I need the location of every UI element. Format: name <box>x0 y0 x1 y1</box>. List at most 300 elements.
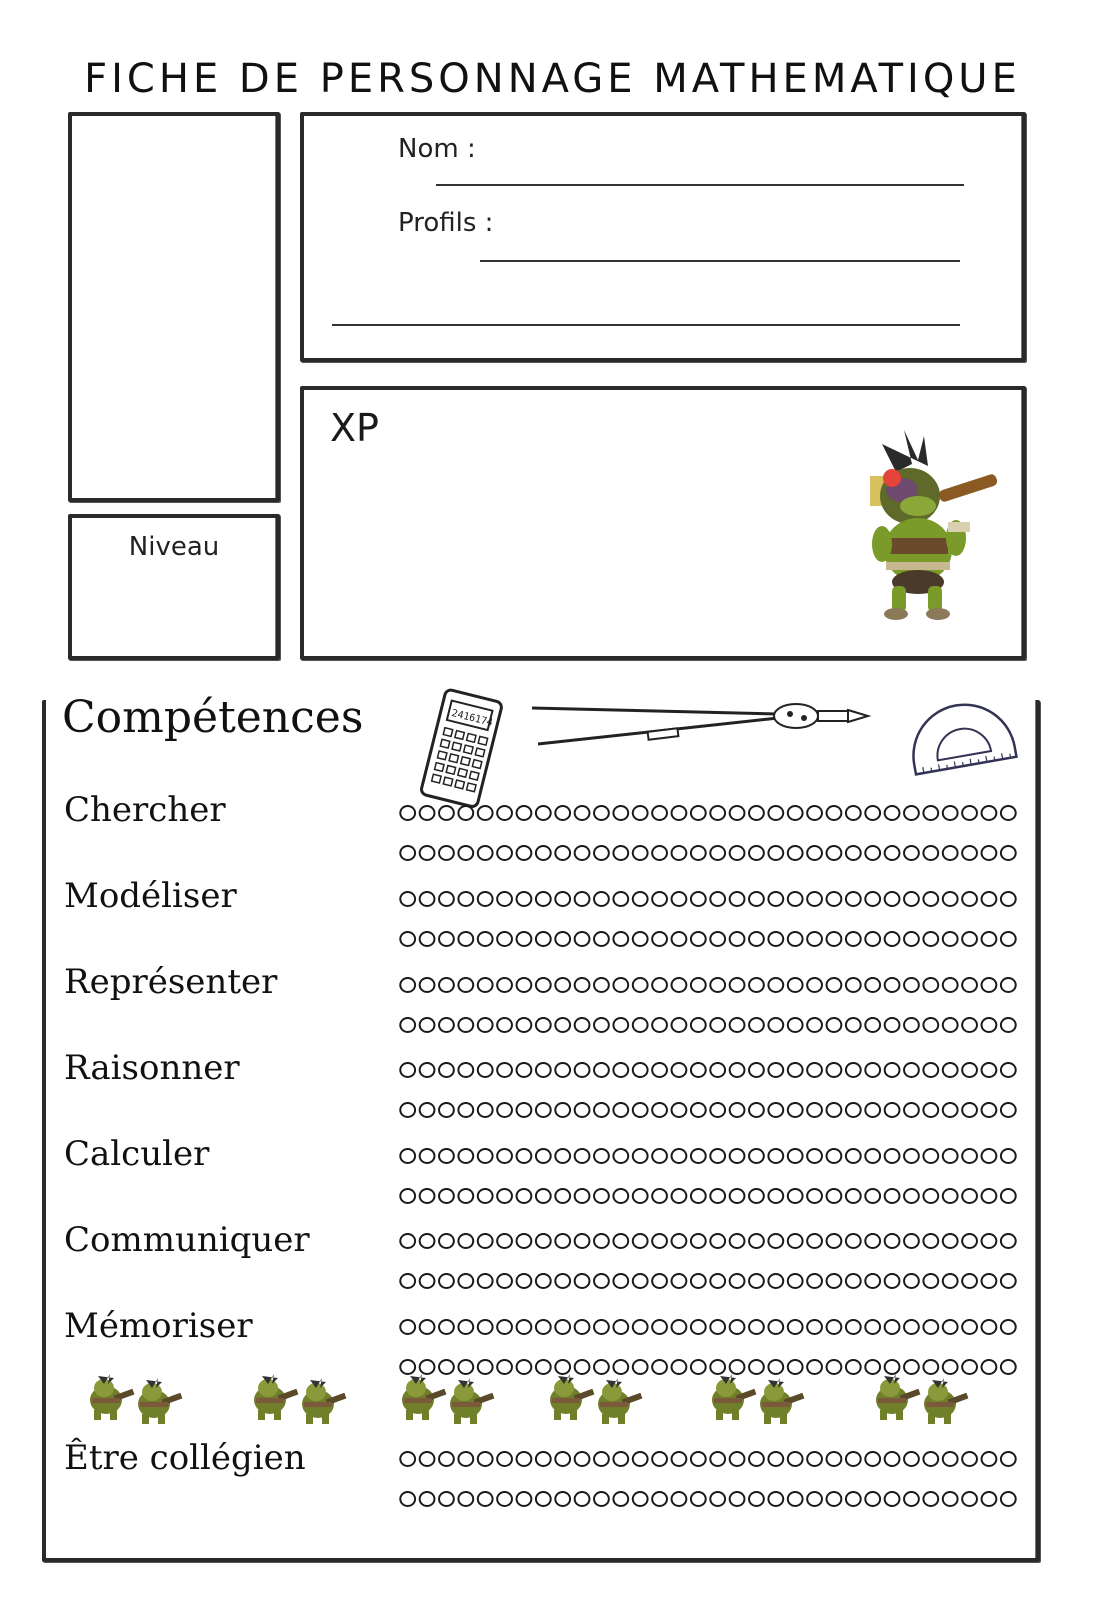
skill-point-circle[interactable] <box>923 932 938 946</box>
skill-point-circle[interactable] <box>517 1492 532 1506</box>
skill-point-circle[interactable] <box>730 1274 745 1288</box>
skill-point-circle[interactable] <box>672 1234 687 1248</box>
skill-point-circle[interactable] <box>962 1234 977 1248</box>
niveau-box[interactable] <box>68 514 280 660</box>
skill-point-circle[interactable] <box>827 932 842 946</box>
skill-point-circle[interactable] <box>613 806 628 820</box>
skill-point-circle[interactable] <box>710 1452 725 1466</box>
skill-point-circle[interactable] <box>633 1274 648 1288</box>
skill-point-circle[interactable] <box>923 1103 938 1117</box>
skill-point-circle[interactable] <box>1001 1452 1016 1466</box>
skill-point-circle[interactable] <box>594 892 609 906</box>
skill-point-circle[interactable] <box>536 1234 551 1248</box>
skill-point-circle[interactable] <box>710 1492 725 1506</box>
skill-point-circle[interactable] <box>885 846 900 860</box>
skill-point-circle[interactable] <box>982 1360 997 1374</box>
skill-point-circle[interactable] <box>865 1189 880 1203</box>
skill-point-circle[interactable] <box>652 1149 667 1163</box>
skill-point-circle[interactable] <box>710 932 725 946</box>
skill-point-circle[interactable] <box>420 978 435 992</box>
skill-point-circle[interactable] <box>827 978 842 992</box>
skill-point-circle[interactable] <box>943 1189 958 1203</box>
skill-point-circle[interactable] <box>923 846 938 860</box>
skill-point-circle[interactable] <box>962 806 977 820</box>
skill-point-circle[interactable] <box>788 1189 803 1203</box>
skill-point-circle[interactable] <box>962 1018 977 1032</box>
skill-point-circle[interactable] <box>904 1063 919 1077</box>
skill-point-circle[interactable] <box>594 1452 609 1466</box>
skill-point-circle[interactable] <box>730 1018 745 1032</box>
skill-point-circle[interactable] <box>555 1018 570 1032</box>
skill-point-circle[interactable] <box>807 892 822 906</box>
skill-point-circle[interactable] <box>633 1189 648 1203</box>
skill-point-circle[interactable] <box>555 1149 570 1163</box>
skill-point-circle[interactable] <box>962 978 977 992</box>
skill-point-circle[interactable] <box>400 1018 415 1032</box>
skill-point-circle[interactable] <box>420 932 435 946</box>
skill-point-circle[interactable] <box>710 846 725 860</box>
skill-point-circle[interactable] <box>749 1452 764 1466</box>
skill-point-circle[interactable] <box>865 1234 880 1248</box>
skill-point-circle[interactable] <box>555 1103 570 1117</box>
skill-point-circle[interactable] <box>517 1274 532 1288</box>
skill-point-circle[interactable] <box>594 1234 609 1248</box>
skill-point-circle[interactable] <box>749 1492 764 1506</box>
skill-point-circle[interactable] <box>400 1063 415 1077</box>
skill-point-circle[interactable] <box>1001 846 1016 860</box>
skill-point-circle[interactable] <box>943 1063 958 1077</box>
skill-point-circle[interactable] <box>497 1492 512 1506</box>
skill-point-circle[interactable] <box>807 1018 822 1032</box>
skill-point-circle[interactable] <box>923 1274 938 1288</box>
skill-point-circle[interactable] <box>420 1234 435 1248</box>
skill-point-circle[interactable] <box>768 978 783 992</box>
skill-point-circle[interactable] <box>885 1320 900 1334</box>
skill-point-circle[interactable] <box>1001 892 1016 906</box>
skill-point-circle[interactable] <box>807 932 822 946</box>
skill-point-circle[interactable] <box>517 846 532 860</box>
skill-point-circle[interactable] <box>923 1149 938 1163</box>
skill-point-circle[interactable] <box>807 1149 822 1163</box>
skill-point-circle[interactable] <box>691 1492 706 1506</box>
skill-point-circle[interactable] <box>846 978 861 992</box>
skill-point-circle[interactable] <box>439 1234 454 1248</box>
skill-point-circle[interactable] <box>575 1103 590 1117</box>
skill-point-circle[interactable] <box>555 806 570 820</box>
profils-field[interactable] <box>480 260 960 262</box>
skill-point-circle[interactable] <box>613 978 628 992</box>
skill-point-circle[interactable] <box>575 1452 590 1466</box>
skill-point-circle[interactable] <box>768 1189 783 1203</box>
skill-point-circle[interactable] <box>710 1274 725 1288</box>
skill-point-circle[interactable] <box>478 1103 493 1117</box>
skill-point-circle[interactable] <box>885 1018 900 1032</box>
skill-point-circle[interactable] <box>536 1149 551 1163</box>
skill-point-circle[interactable] <box>691 1103 706 1117</box>
skill-point-circle[interactable] <box>652 806 667 820</box>
skill-point-circle[interactable] <box>904 1234 919 1248</box>
skill-point-circle[interactable] <box>555 846 570 860</box>
skill-point-circle[interactable] <box>865 806 880 820</box>
skill-point-circle[interactable] <box>536 806 551 820</box>
skill-point-circle[interactable] <box>575 1492 590 1506</box>
skill-point-circle[interactable] <box>943 1492 958 1506</box>
portrait-box[interactable] <box>68 112 280 502</box>
skill-point-circle[interactable] <box>865 1018 880 1032</box>
skill-point-circle[interactable] <box>710 892 725 906</box>
skill-point-circle[interactable] <box>788 892 803 906</box>
skill-point-circle[interactable] <box>594 1492 609 1506</box>
skill-point-circle[interactable] <box>710 1149 725 1163</box>
skill-point-circle[interactable] <box>633 1063 648 1077</box>
skill-point-circle[interactable] <box>768 1320 783 1334</box>
skill-point-circle[interactable] <box>768 1492 783 1506</box>
skill-point-circle[interactable] <box>555 1452 570 1466</box>
skill-point-circle[interactable] <box>497 1234 512 1248</box>
skill-point-circle[interactable] <box>613 1063 628 1077</box>
skill-point-circle[interactable] <box>788 1018 803 1032</box>
skill-point-circle[interactable] <box>652 892 667 906</box>
skill-point-circle[interactable] <box>943 1234 958 1248</box>
skill-point-circle[interactable] <box>672 1492 687 1506</box>
skill-point-circle[interactable] <box>497 1274 512 1288</box>
skill-point-circle[interactable] <box>633 892 648 906</box>
skill-point-circle[interactable] <box>962 1189 977 1203</box>
skill-point-circle[interactable] <box>536 1492 551 1506</box>
skill-point-circle[interactable] <box>575 1234 590 1248</box>
skill-point-circle[interactable] <box>1001 1360 1016 1374</box>
skill-point-circle[interactable] <box>846 932 861 946</box>
skill-point-circle[interactable] <box>923 1320 938 1334</box>
skill-point-circle[interactable] <box>497 892 512 906</box>
skill-point-circle[interactable] <box>691 1189 706 1203</box>
skill-point-circle[interactable] <box>458 1320 473 1334</box>
skill-point-circle[interactable] <box>594 932 609 946</box>
skill-point-circle[interactable] <box>400 1320 415 1334</box>
profils-field-2[interactable] <box>332 324 960 326</box>
skill-point-circle[interactable] <box>633 1234 648 1248</box>
skill-point-circle[interactable] <box>807 1274 822 1288</box>
skill-point-circle[interactable] <box>846 1103 861 1117</box>
skill-point-circle[interactable] <box>458 892 473 906</box>
skill-point-circle[interactable] <box>652 1063 667 1077</box>
skill-point-circle[interactable] <box>865 978 880 992</box>
skill-point-circle[interactable] <box>652 1320 667 1334</box>
skill-point-circle[interactable] <box>652 1452 667 1466</box>
skill-point-circle[interactable] <box>613 1189 628 1203</box>
skill-point-circle[interactable] <box>478 1234 493 1248</box>
skill-point-circle[interactable] <box>730 846 745 860</box>
skill-point-circle[interactable] <box>788 1492 803 1506</box>
skill-point-circle[interactable] <box>458 1149 473 1163</box>
skill-point-circle[interactable] <box>458 1189 473 1203</box>
skill-point-circle[interactable] <box>943 978 958 992</box>
skill-point-circle[interactable] <box>594 1320 609 1334</box>
skill-point-circle[interactable] <box>788 846 803 860</box>
skill-point-circle[interactable] <box>400 1274 415 1288</box>
skill-point-circle[interactable] <box>730 932 745 946</box>
skill-point-circle[interactable] <box>497 932 512 946</box>
skill-point-circle[interactable] <box>710 1103 725 1117</box>
skill-point-circle[interactable] <box>536 1189 551 1203</box>
skill-point-circle[interactable] <box>962 1274 977 1288</box>
skill-point-circle[interactable] <box>439 1492 454 1506</box>
skill-point-circle[interactable] <box>730 1452 745 1466</box>
xp-box[interactable] <box>300 386 1026 660</box>
skill-point-circle[interactable] <box>885 1149 900 1163</box>
skill-point-circle[interactable] <box>613 1274 628 1288</box>
skill-point-circle[interactable] <box>923 892 938 906</box>
skill-point-circle[interactable] <box>788 932 803 946</box>
skill-point-circle[interactable] <box>904 846 919 860</box>
skill-point-circle[interactable] <box>923 1063 938 1077</box>
skill-point-circle[interactable] <box>885 1234 900 1248</box>
skill-point-circle[interactable] <box>594 806 609 820</box>
skill-point-circle[interactable] <box>904 1018 919 1032</box>
skill-point-circle[interactable] <box>923 978 938 992</box>
skill-point-circle[interactable] <box>400 1492 415 1506</box>
skill-point-circle[interactable] <box>672 846 687 860</box>
skill-point-circle[interactable] <box>827 1063 842 1077</box>
skill-point-circle[interactable] <box>982 1149 997 1163</box>
skill-point-circle[interactable] <box>575 846 590 860</box>
skill-point-circle[interactable] <box>478 892 493 906</box>
skill-point-circle[interactable] <box>982 978 997 992</box>
nom-field[interactable] <box>436 184 964 186</box>
skill-point-circle[interactable] <box>749 892 764 906</box>
skill-point-circle[interactable] <box>710 806 725 820</box>
skill-point-circle[interactable] <box>633 1149 648 1163</box>
skill-point-circle[interactable] <box>400 892 415 906</box>
skill-point-circle[interactable] <box>846 1018 861 1032</box>
skill-point-circle[interactable] <box>497 1320 512 1334</box>
skill-point-circle[interactable] <box>497 1063 512 1077</box>
skill-point-circle[interactable] <box>846 1189 861 1203</box>
skill-point-circle[interactable] <box>536 1103 551 1117</box>
skill-point-circle[interactable] <box>846 806 861 820</box>
skill-point-circle[interactable] <box>497 806 512 820</box>
skill-point-circle[interactable] <box>827 806 842 820</box>
skill-point-circle[interactable] <box>400 806 415 820</box>
skill-point-circle[interactable] <box>536 892 551 906</box>
skill-point-circle[interactable] <box>768 932 783 946</box>
skill-point-circle[interactable] <box>768 1103 783 1117</box>
skill-point-circle[interactable] <box>652 846 667 860</box>
skill-point-circle[interactable] <box>730 1234 745 1248</box>
skill-point-circle[interactable] <box>517 978 532 992</box>
skill-point-circle[interactable] <box>730 1063 745 1077</box>
skill-point-circle[interactable] <box>788 1234 803 1248</box>
skill-point-circle[interactable] <box>943 1320 958 1334</box>
skill-point-circle[interactable] <box>517 1018 532 1032</box>
skill-point-circle[interactable] <box>807 806 822 820</box>
skill-point-circle[interactable] <box>885 1274 900 1288</box>
skill-point-circle[interactable] <box>768 1234 783 1248</box>
skill-point-circle[interactable] <box>982 1063 997 1077</box>
skill-point-circle[interactable] <box>420 1320 435 1334</box>
skill-point-circle[interactable] <box>943 806 958 820</box>
skill-point-circle[interactable] <box>904 1189 919 1203</box>
skill-point-circle[interactable] <box>458 1103 473 1117</box>
skill-point-circle[interactable] <box>420 1018 435 1032</box>
skill-point-circle[interactable] <box>923 1234 938 1248</box>
skill-point-circle[interactable] <box>439 1149 454 1163</box>
skill-point-circle[interactable] <box>439 1063 454 1077</box>
skill-point-circle[interactable] <box>458 806 473 820</box>
skill-point-circle[interactable] <box>594 1149 609 1163</box>
skill-point-circle[interactable] <box>478 1320 493 1334</box>
skill-point-circle[interactable] <box>1001 1234 1016 1248</box>
skill-point-circle[interactable] <box>458 1018 473 1032</box>
skill-point-circle[interactable] <box>807 1103 822 1117</box>
skill-point-circle[interactable] <box>536 846 551 860</box>
skill-point-circle[interactable] <box>923 1452 938 1466</box>
skill-point-circle[interactable] <box>458 1452 473 1466</box>
skill-point-circle[interactable] <box>400 846 415 860</box>
skill-point-circle[interactable] <box>400 1452 415 1466</box>
skill-point-circle[interactable] <box>749 846 764 860</box>
skill-point-circle[interactable] <box>691 932 706 946</box>
skill-point-circle[interactable] <box>982 1234 997 1248</box>
skill-point-circle[interactable] <box>613 1492 628 1506</box>
skill-point-circle[interactable] <box>962 1492 977 1506</box>
skill-point-circle[interactable] <box>982 806 997 820</box>
skill-point-circle[interactable] <box>613 846 628 860</box>
skill-point-circle[interactable] <box>575 932 590 946</box>
skill-point-circle[interactable] <box>768 892 783 906</box>
skill-point-circle[interactable] <box>594 1103 609 1117</box>
skill-point-circle[interactable] <box>691 1063 706 1077</box>
skill-point-circle[interactable] <box>536 1274 551 1288</box>
skill-point-circle[interactable] <box>827 1103 842 1117</box>
skill-point-circle[interactable] <box>439 978 454 992</box>
skill-point-circle[interactable] <box>691 846 706 860</box>
skill-point-circle[interactable] <box>982 1452 997 1466</box>
skill-point-circle[interactable] <box>710 1063 725 1077</box>
skill-point-circle[interactable] <box>885 1492 900 1506</box>
skill-point-circle[interactable] <box>807 1452 822 1466</box>
skill-point-circle[interactable] <box>846 1320 861 1334</box>
skill-point-circle[interactable] <box>613 932 628 946</box>
skill-point-circle[interactable] <box>1001 1274 1016 1288</box>
skill-point-circle[interactable] <box>885 1103 900 1117</box>
skill-point-circle[interactable] <box>652 1018 667 1032</box>
skill-point-circle[interactable] <box>439 1018 454 1032</box>
skill-point-circle[interactable] <box>517 1063 532 1077</box>
skill-point-circle[interactable] <box>497 1360 512 1374</box>
skill-point-circle[interactable] <box>1001 1149 1016 1163</box>
skill-point-circle[interactable] <box>517 1360 532 1374</box>
skill-point-circle[interactable] <box>943 932 958 946</box>
skill-point-circle[interactable] <box>710 1018 725 1032</box>
skill-point-circle[interactable] <box>865 846 880 860</box>
skill-point-circle[interactable] <box>420 1492 435 1506</box>
skill-point-circle[interactable] <box>710 978 725 992</box>
skill-point-circle[interactable] <box>672 806 687 820</box>
skill-point-circle[interactable] <box>594 1189 609 1203</box>
skill-point-circle[interactable] <box>846 1149 861 1163</box>
skill-point-circle[interactable] <box>904 1320 919 1334</box>
skill-point-circle[interactable] <box>807 1492 822 1506</box>
skill-point-circle[interactable] <box>575 1063 590 1077</box>
skill-point-circle[interactable] <box>885 1189 900 1203</box>
skill-point-circle[interactable] <box>962 1149 977 1163</box>
skill-point-circle[interactable] <box>478 1492 493 1506</box>
skill-point-circle[interactable] <box>827 892 842 906</box>
skill-point-circle[interactable] <box>672 1149 687 1163</box>
skill-point-circle[interactable] <box>788 1063 803 1077</box>
skill-point-circle[interactable] <box>807 846 822 860</box>
skill-point-circle[interactable] <box>555 1234 570 1248</box>
skill-point-circle[interactable] <box>982 932 997 946</box>
skill-point-circle[interactable] <box>846 892 861 906</box>
skill-point-circle[interactable] <box>885 978 900 992</box>
skill-point-circle[interactable] <box>788 978 803 992</box>
skill-point-circle[interactable] <box>420 1063 435 1077</box>
skill-point-circle[interactable] <box>691 892 706 906</box>
skill-point-circle[interactable] <box>575 1320 590 1334</box>
skill-point-circle[interactable] <box>749 1018 764 1032</box>
skill-point-circle[interactable] <box>478 1018 493 1032</box>
skill-point-circle[interactable] <box>420 1274 435 1288</box>
skill-point-circle[interactable] <box>904 1149 919 1163</box>
skill-point-circle[interactable] <box>768 846 783 860</box>
skill-point-circle[interactable] <box>923 1018 938 1032</box>
skill-point-circle[interactable] <box>613 1234 628 1248</box>
skill-point-circle[interactable] <box>672 978 687 992</box>
skill-point-circle[interactable] <box>594 1063 609 1077</box>
skill-point-circle[interactable] <box>865 1063 880 1077</box>
skill-point-circle[interactable] <box>497 846 512 860</box>
skill-point-circle[interactable] <box>943 1018 958 1032</box>
skill-point-circle[interactable] <box>943 892 958 906</box>
skill-point-circle[interactable] <box>827 1234 842 1248</box>
skill-point-circle[interactable] <box>710 1189 725 1203</box>
skill-point-circle[interactable] <box>807 1234 822 1248</box>
skill-point-circle[interactable] <box>400 978 415 992</box>
skill-point-circle[interactable] <box>691 1234 706 1248</box>
skill-point-circle[interactable] <box>788 806 803 820</box>
skill-point-circle[interactable] <box>846 1452 861 1466</box>
skill-point-circle[interactable] <box>1001 1320 1016 1334</box>
skill-point-circle[interactable] <box>652 1360 667 1374</box>
skill-point-circle[interactable] <box>730 1492 745 1506</box>
skill-point-circle[interactable] <box>768 1018 783 1032</box>
skill-point-circle[interactable] <box>439 892 454 906</box>
skill-point-circle[interactable] <box>633 932 648 946</box>
skill-point-circle[interactable] <box>672 1320 687 1334</box>
skill-point-circle[interactable] <box>749 1234 764 1248</box>
skill-point-circle[interactable] <box>575 892 590 906</box>
skill-point-circle[interactable] <box>478 1452 493 1466</box>
skill-point-circle[interactable] <box>536 932 551 946</box>
skill-point-circle[interactable] <box>478 978 493 992</box>
skill-point-circle[interactable] <box>458 1492 473 1506</box>
skill-point-circle[interactable] <box>400 1189 415 1203</box>
skill-point-circle[interactable] <box>458 978 473 992</box>
skill-point-circle[interactable] <box>943 1103 958 1117</box>
skill-point-circle[interactable] <box>478 806 493 820</box>
skill-point-circle[interactable] <box>865 1320 880 1334</box>
skill-point-circle[interactable] <box>575 1274 590 1288</box>
skill-point-circle[interactable] <box>1001 806 1016 820</box>
skill-point-circle[interactable] <box>807 1360 822 1374</box>
skill-point-circle[interactable] <box>594 846 609 860</box>
skill-point-circle[interactable] <box>827 1360 842 1374</box>
skill-point-circle[interactable] <box>478 1149 493 1163</box>
skill-point-circle[interactable] <box>652 1234 667 1248</box>
skill-point-circle[interactable] <box>400 1149 415 1163</box>
